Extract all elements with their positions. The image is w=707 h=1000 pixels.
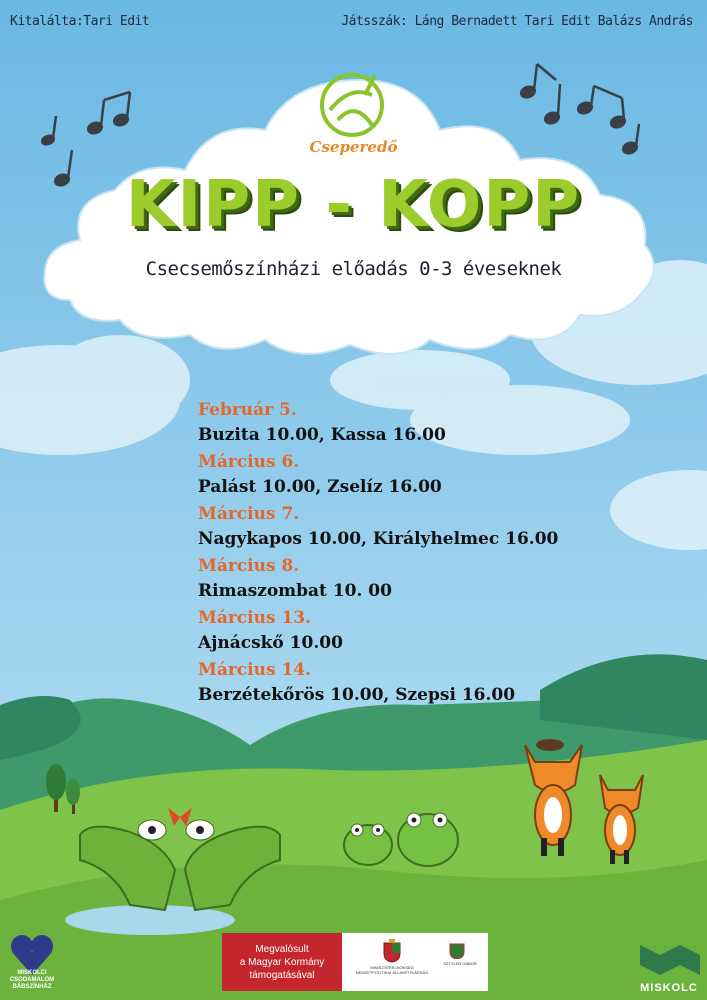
schedule-item (198, 660, 618, 712)
show-subtitle: Csecsemőszínházi előadás 0-3 éveseknek (145, 258, 562, 280)
official-name: SZTYLEN GÁBOR (443, 961, 477, 966)
sponsor-statement (222, 933, 342, 991)
mcb-logo-text: MISKOLCI CSODAMALOM BÁBSZÍNHÁZ (9, 970, 55, 990)
gov-shield-icon (449, 943, 465, 959)
schedule-date: Február 5. (198, 400, 297, 420)
schedule-date: Március 14. (198, 660, 312, 680)
schedule-item (198, 608, 618, 660)
miskolc-logo-text: MISKOLC (640, 982, 698, 994)
schedule-venues: Buzita 10.00, Kassa 16.00 (198, 425, 446, 445)
sponsor-line: támogatásával (249, 969, 315, 981)
sponsor-banner (222, 933, 488, 991)
schedule-date: Március 8. (198, 556, 300, 576)
brand-name: Cseperedő (309, 138, 398, 156)
schedule-list (198, 400, 618, 712)
show-title: KIPP - KOPP (125, 168, 582, 242)
schedule-item (198, 504, 618, 556)
hungary-coat-of-arms-icon (382, 939, 402, 963)
schedule-date: Március 7. (198, 504, 300, 524)
schedule-date: Március 6. (198, 452, 300, 472)
schedule-venues: Ajnácskő 10.00 (198, 633, 343, 653)
schedule-date: Március 13. (198, 608, 312, 628)
sponsor-line: Megvalósult (255, 943, 309, 955)
credit-author: Kitalálta:Tari Edit (10, 14, 150, 29)
schedule-venues: Rimaszombat 10. 00 (198, 581, 392, 601)
sponsor-line: a Magyar Kormány (239, 956, 325, 968)
schedule-item (198, 400, 618, 452)
schedule-venues: Nagykapos 10.00, Királyhelmec 16.00 (198, 529, 559, 549)
credit-cast: Játsszák: Láng Bernadett Tari Edit Balázs András (341, 14, 693, 29)
ministry-name: MINISZTERELNÖKSÉG NEMZETPOLITIKAI ÁLLAMTITKÁRSÁG (355, 965, 429, 975)
schedule-venues: Berzétekőrös 10.00, Szepsi 16.00 (198, 685, 516, 705)
schedule-venues: Palást 10.00, Zselíz 16.00 (198, 477, 442, 497)
schedule-item (198, 452, 618, 504)
schedule-item (198, 556, 618, 608)
